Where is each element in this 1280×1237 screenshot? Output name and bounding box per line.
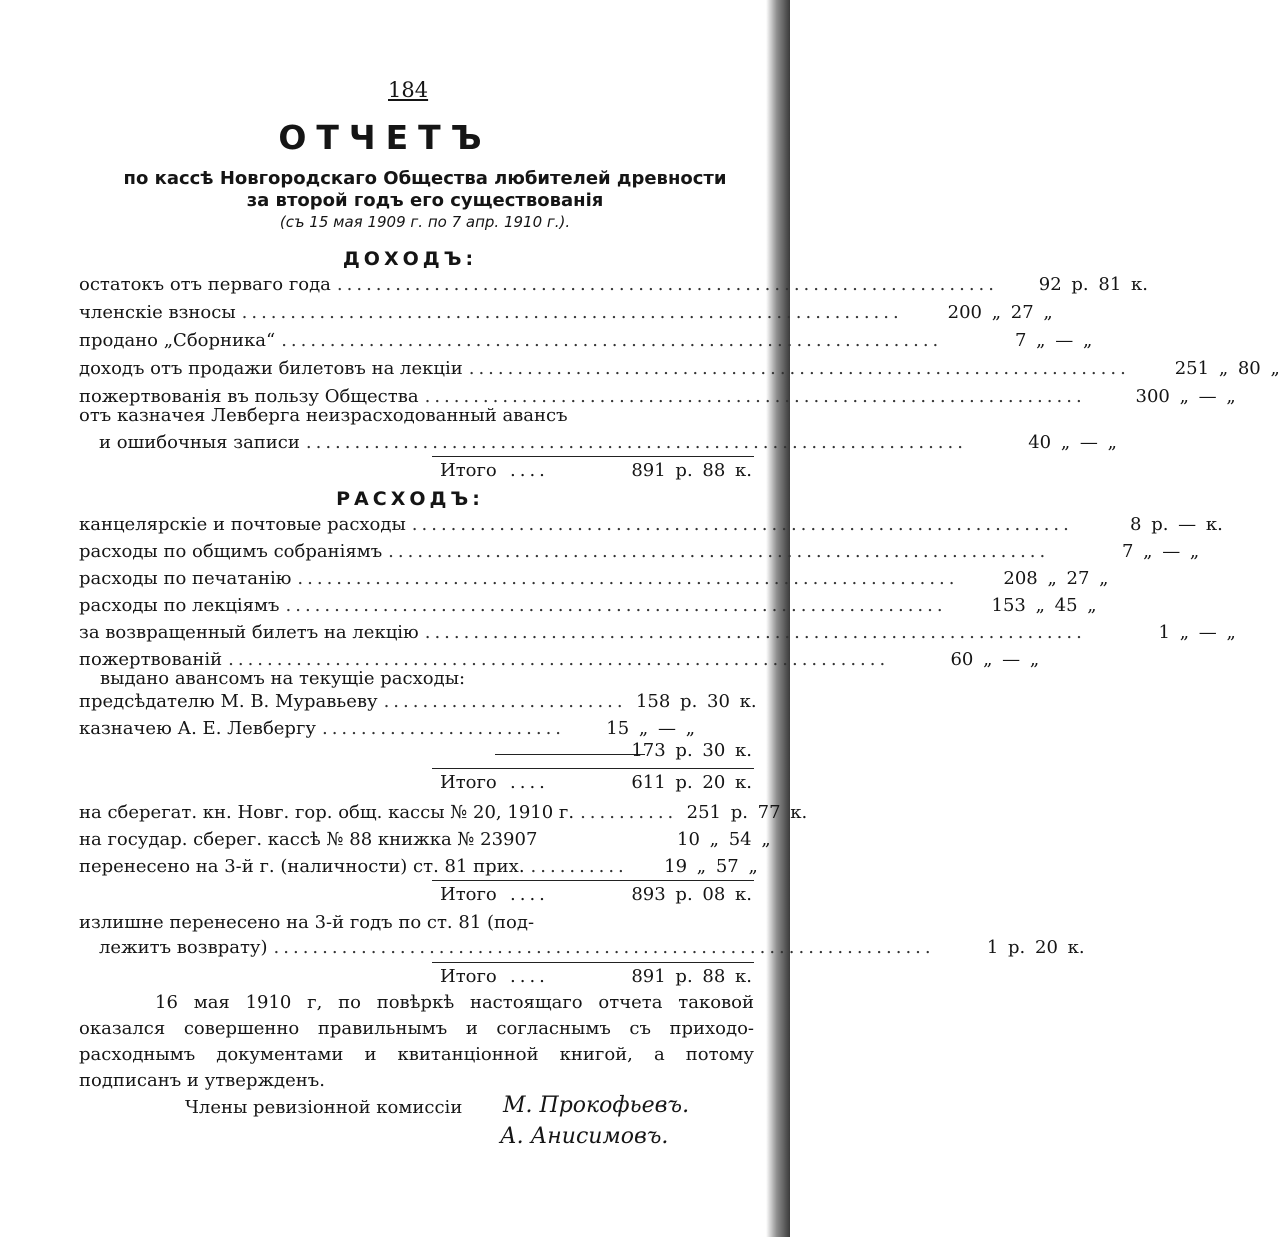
page-number: 184 [388,78,429,102]
total-amount: 893 р. 08 к. [631,884,752,905]
row-amount: 158 р. 30 к. [635,691,757,712]
signature-label: Члены ревизіонной комиссіи [185,1097,463,1118]
expense-heading: РАСХОДЪ: [336,488,484,510]
leader-dots: .................................................................... [336,274,998,295]
row-amount: 200 „ 27 „ [947,302,1053,323]
income-row [79,358,1280,387]
row-label: на сберегат. кн. Новг. гор. общ. кассы № 20, 1910 г. [79,802,575,823]
advance-sum-amount: 173 р. 30 к. [631,740,752,761]
row-label: пожертвованій [79,649,223,670]
row-amount: 92 р. 81 к. [1038,274,1148,295]
leader-dots: .... [510,772,549,793]
expense-row [79,622,1236,651]
report-title: ОТЧЕТЪ [278,118,492,157]
row-label: пожертвованія въ пользу Общества [79,386,419,407]
leader-dots: .................................................................... [424,386,1086,407]
closing-paragraph: 16 мая 1910 г, по повѣркѣ настоящаго отчета таковой оказался совершенно правильнымъ и согласнымъ съ приходо-расходнымъ документами и квитанціонной книгой, а потому подписанъ и утвержденъ. [79,992,754,1091]
expense-row [79,541,1200,570]
total-amount: 891 р. 88 к. [631,460,752,481]
total-rule [432,962,754,963]
signature-name-2 [500,1124,668,1149]
row-amount: 300 „ — „ [1135,386,1236,407]
leader-dots: .......... [530,856,628,877]
leader-dots: .... [510,966,549,987]
balance-row [79,802,808,831]
leader-dots: .................................................................... [285,595,947,616]
income-heading: ДОХОДЪ: [342,248,478,270]
row-amount: 251 „ 80 „ [1174,358,1280,379]
total-rule [432,768,754,769]
row-label: казначею А. Е. Левбергу [79,718,316,739]
row-spacer [537,829,640,850]
advance-row [79,691,757,720]
advance-header: выдано авансомъ на текущіе расходы: [100,668,466,689]
total-label: Итого [440,966,497,987]
leader-dots: .................................................................... [468,358,1130,379]
row-amount: 10 „ 54 „ [677,829,771,850]
row-amount: 251 р. 77 к. [686,802,808,823]
row-label: на государ. сберег. кассѣ № 88 книжка № 23907 [79,829,538,850]
row-label: членскіе взносы [79,302,236,323]
subtitle-line-2: за второй годъ его существованія [246,190,604,211]
row-amount: 208 „ 27 „ [1003,568,1109,589]
income-row [79,274,1148,303]
row-amount: 1 „ — „ [1158,622,1236,643]
leader-dots: ......................... [383,691,627,712]
row-amount: 40 „ — „ [1028,432,1117,453]
leader-dots: .................................................................... [411,514,1073,535]
leader-dots: .................................................................... [241,302,903,323]
leader-dots: ......................... [321,718,566,739]
expense-row [79,595,1097,624]
row-label: доходъ отъ продажи билетовъ на лекціи [79,358,463,379]
income-row [79,302,1053,331]
signature-name-1 [503,1093,689,1118]
signature-name-1-text: М. Прокофьевъ. [503,1093,690,1118]
row-amount: 7 „ — „ [1121,541,1200,562]
subtitle-line-1: по кассѣ Новгородскаго Общества любителей древности [123,168,727,189]
total-label: Итого [440,884,497,905]
row-label: лежитъ возврату) [99,937,268,958]
leader-dots: .... [510,884,549,905]
row-label: остатокъ отъ перваго года [79,274,331,295]
row-label: предсѣдателю М. В. Муравьеву [79,691,378,712]
income-row [79,330,1093,359]
row-amount: 153 „ 45 „ [991,595,1097,616]
row-amount: 1 р. 20 к. [986,937,1085,958]
row-amount: 7 „ — „ [1015,330,1093,351]
expense-row [79,568,1109,597]
total-label: Итого [440,772,497,793]
row-amount: 60 „ — „ [950,649,1040,670]
row-label: канцелярскіе и почтовые расходы [79,514,406,535]
row-label: перенесено на 3-й г. (наличности) ст. 81 прих. [79,856,525,877]
row-amount: 19 „ 57 „ [664,856,758,877]
leader-dots: .................................................................... [388,541,1050,562]
row-amount: 8 р. — к. [1130,514,1223,535]
leader-dots: .................................................................... [273,937,935,958]
income-long-line: отъ казначея Левберга неизрасходованный авансъ [79,405,568,426]
total-amount: 611 р. 20 к. [631,772,752,793]
leader-dots: .................................................................... [424,622,1086,643]
signature-name-2-text: А. Анисимовъ. [500,1124,669,1149]
total-rule [432,456,754,457]
row-label: расходы по общимъ собраніямъ [79,541,383,562]
row-amount: 15 „ — „ [606,718,696,739]
row-label: продано „Сборника“ [79,330,276,351]
balance-row [79,829,771,858]
advance-row [79,718,696,747]
total-rule [432,880,754,881]
row-label: расходы по печатанію [79,568,292,589]
expense-row [79,514,1223,543]
row-label: за возвращенный билетъ на лекцію [79,622,419,643]
leader-dots: .................................................................... [228,649,890,670]
leader-dots: .... [510,460,549,481]
leader-dots: .................................................................... [305,432,967,453]
row-label: расходы по лекціямъ [79,595,280,616]
leader-dots: .................................................................... [297,568,959,589]
leader-dots: .......... [580,802,678,823]
leader-dots: .................................................................... [281,330,943,351]
row-label: и ошибочныя записи [99,432,300,453]
total-amount: 891 р. 88 к. [631,966,752,987]
excess-line-1: излишне перенесено на 3-й годъ по ст. 81 (под- [79,912,535,933]
total-label: Итого [440,460,497,481]
subtitle-period: (съ 15 мая 1909 г. по 7 апр. 1910 г.). [279,213,571,231]
